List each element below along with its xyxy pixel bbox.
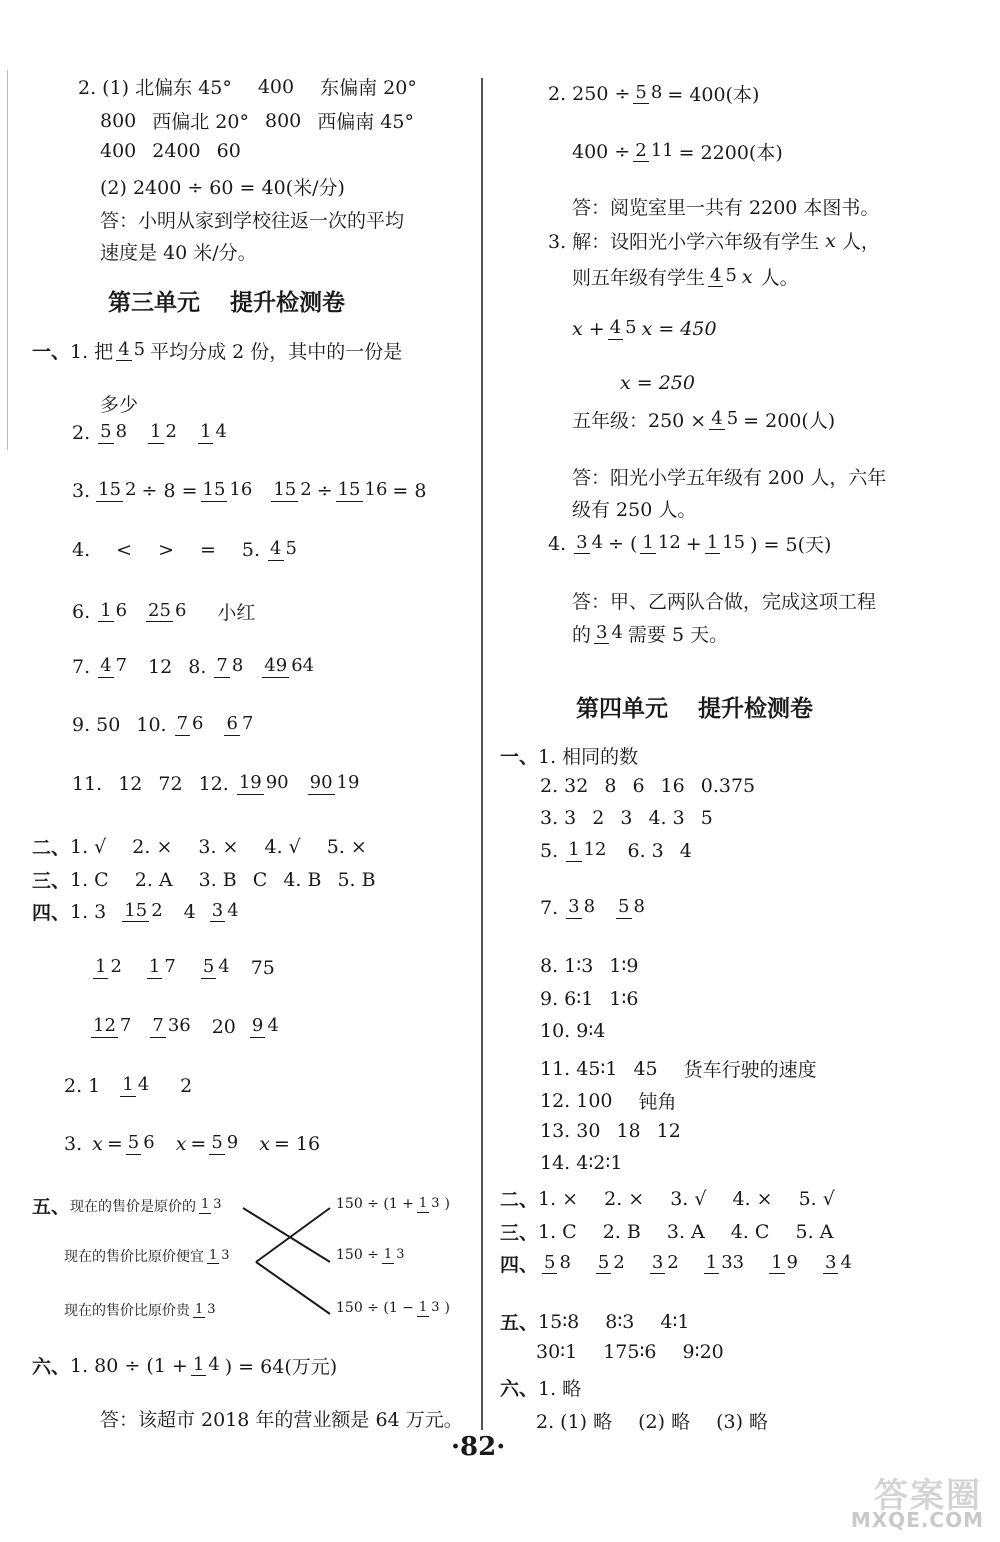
r-s1-q2: 2. 32 8 6 16 0.375 bbox=[540, 775, 756, 797]
s6-answer: 答：该超市 2018 年的营业额是 64 万元。 bbox=[100, 1409, 463, 1431]
s1-q11-q12: 11. 12 72 12. 19 90 90 19 bbox=[72, 772, 360, 795]
s1-q2: 2. 5 8 1 2 1 4 bbox=[72, 421, 227, 444]
numerator: 7 bbox=[152, 1015, 164, 1037]
r-s1-q13: 13. 30 18 12 bbox=[540, 1120, 681, 1142]
denominator: 9 bbox=[226, 1132, 239, 1154]
r-q3-answer: 答：阳光小学五年级有 200 人，六年 bbox=[572, 467, 887, 489]
watermark-logo: 答案圈 bbox=[874, 1476, 982, 1516]
denominator: 3 bbox=[396, 1247, 405, 1262]
numerator: 4 bbox=[609, 317, 622, 339]
numerator: 19 bbox=[238, 772, 262, 794]
fraction bbox=[704, 1253, 746, 1275]
denominator: 2 bbox=[151, 899, 163, 921]
numerator: 1 bbox=[418, 1300, 428, 1315]
r-s1-q1: 一、 1. 相同的数 bbox=[500, 746, 639, 768]
numerator: 5 bbox=[544, 1251, 556, 1273]
denominator: 7 bbox=[241, 713, 254, 735]
r-q2-answer: 答：阅览室里一共有 2200 本图书。 bbox=[572, 197, 880, 219]
r-s5-row2: 30∶1 175∶6 9∶20 bbox=[536, 1341, 724, 1363]
denominator: 16 bbox=[229, 479, 253, 501]
fraction bbox=[608, 318, 639, 340]
left-q2-answer-cont: 速度是 40 米/分。 bbox=[100, 242, 257, 264]
r-s1-q9: 9. 6∶1 1∶6 bbox=[540, 988, 639, 1010]
fraction bbox=[705, 533, 747, 555]
denominator: 90 bbox=[265, 772, 289, 794]
denominator: 8 bbox=[231, 655, 244, 677]
r-q3-answer-cont: 级有 250 人。 bbox=[572, 499, 697, 521]
r-q3-line2: 则五年级有学生 4 5 x 人。 bbox=[572, 264, 799, 289]
fraction bbox=[708, 266, 739, 288]
numerator: 5 bbox=[127, 1132, 140, 1154]
denominator: 7 bbox=[164, 956, 176, 978]
denominator: 4 bbox=[215, 421, 227, 443]
numerator: 1 bbox=[771, 1251, 783, 1273]
r-q2-line2: 400 ÷ 2 11 = 2200(本) bbox=[572, 139, 783, 164]
numerator: 3 bbox=[568, 896, 580, 918]
numerator: 1 bbox=[642, 531, 654, 553]
fraction bbox=[650, 1253, 681, 1275]
denominator: 6 bbox=[192, 713, 204, 735]
denominator: 8 bbox=[633, 896, 645, 918]
r-s1-q12: 12. 100 钝角 bbox=[540, 1089, 677, 1113]
s5-left-3: 现在的售价比原价贵 1 3 bbox=[64, 1301, 216, 1319]
r-q2-line1: 2. 250 ÷ 5 8 = 400(本) bbox=[548, 81, 760, 106]
unit4-title: 第四单元 提升检测卷 bbox=[576, 696, 813, 722]
numerator: 1 bbox=[705, 1251, 718, 1273]
page-number: ·82· bbox=[451, 1432, 506, 1462]
denominator: 12 bbox=[583, 839, 607, 861]
fraction bbox=[633, 83, 664, 105]
left-q2-line3: 400 2400 60 bbox=[100, 140, 241, 162]
denominator: 5 bbox=[726, 407, 739, 429]
denominator: 16 bbox=[364, 479, 388, 501]
numerator: 1 bbox=[192, 1353, 205, 1375]
left-q2-line2: 800 西偏北 20° 800 西偏南 45° bbox=[100, 109, 414, 133]
numerator: 5 bbox=[211, 1132, 223, 1154]
denominator: 4 bbox=[611, 621, 623, 643]
numerator: 4 bbox=[118, 338, 130, 360]
r-s6-q1: 六、 1. 略 bbox=[500, 1378, 582, 1400]
fraction bbox=[594, 623, 625, 645]
numerator: 25 bbox=[148, 599, 171, 621]
fraction bbox=[574, 533, 605, 555]
left-q2-answer: 答：小明从家到学校往返一次的平均 bbox=[100, 210, 405, 232]
numerator: 1 bbox=[100, 599, 112, 621]
denominator: 4 bbox=[208, 1353, 220, 1375]
s1-q1: 一、 1. 把 4 5 平均分成 2 份，其中的一份是 bbox=[32, 338, 403, 363]
watermark-site: MXQE.COM bbox=[850, 1508, 984, 1532]
numerator: 5 bbox=[635, 81, 647, 103]
denominator: 8 bbox=[650, 81, 663, 103]
r-q3-eq1: x + 4 5 x = 450 bbox=[572, 317, 717, 340]
denominator: 7 bbox=[119, 1015, 132, 1037]
denominator: 2 bbox=[110, 956, 122, 978]
left-q2-line1: 2. (1) 北偏东 45° 400 东偏南 20° bbox=[78, 75, 417, 99]
unit3-title: 第三单元 提升检测卷 bbox=[108, 290, 345, 316]
denominator: 4 bbox=[840, 1251, 852, 1273]
numerator: 4 bbox=[270, 538, 282, 560]
s1-q6: 6. 1 6 25 6 小红 bbox=[72, 599, 256, 624]
s1-q3: 3. 15 2 ÷ 8 = 15 16 15 2 ÷ 15 16 = 8 bbox=[72, 479, 427, 502]
numerator: 1 bbox=[383, 1247, 393, 1262]
numerator: 4 bbox=[710, 264, 722, 286]
r-s1-q3-q4: 3. 3 2 3 4. 3 5 bbox=[540, 807, 713, 829]
s4-row3: 12 7 7 36 20 9 4 bbox=[93, 1015, 279, 1038]
denominator: 5 bbox=[725, 264, 737, 286]
numerator: 1 bbox=[199, 421, 212, 443]
r-s2-truefalse: 二、 1. × 2. × 3. √ 4. × 5. √ bbox=[500, 1187, 835, 1211]
r-s1-q10: 10. 9∶4 bbox=[540, 1020, 606, 1042]
match-line-3 bbox=[256, 1262, 330, 1314]
denominator: 15 bbox=[722, 531, 746, 553]
numerator: 5 bbox=[202, 956, 215, 978]
numerator: 1 bbox=[195, 1301, 204, 1317]
s2-truefalse: 二、 1. √ 2. × 3. × 4. √ 5. × bbox=[32, 835, 367, 859]
denominator: 3 bbox=[431, 1196, 440, 1211]
s5-right-1: 150 ÷ (1 + 1 3 ) bbox=[336, 1196, 450, 1213]
s5-left-1: 五、 现在的售价是原价的 1 3 bbox=[32, 1196, 222, 1218]
denominator: 2 bbox=[667, 1251, 679, 1273]
s3-choices: 三、 1. C 2. A 3. B C 4. B 5. B bbox=[32, 868, 376, 892]
denominator: 5 bbox=[625, 317, 637, 339]
numerator: 5 bbox=[100, 421, 112, 443]
s6-q1: 六、 1. 80 ÷ (1 + 1 4 ) = 64(万元) bbox=[32, 1353, 338, 1378]
r-s5-row1: 五、 15∶8 8∶3 4∶1 bbox=[500, 1310, 690, 1334]
fraction bbox=[566, 897, 597, 919]
s5-right-3: 150 ÷ (1 − 1 3 ) bbox=[336, 1300, 450, 1317]
numerator: 1 bbox=[148, 956, 161, 978]
numerator: 49 bbox=[264, 655, 288, 677]
denominator: 33 bbox=[721, 1251, 745, 1273]
denominator: 8 bbox=[559, 1251, 571, 1273]
numerator: 1 bbox=[201, 1197, 210, 1213]
s4-row1: 四、 1. 3 15 2 4 3 4 bbox=[32, 899, 239, 924]
denominator: 5 bbox=[285, 538, 297, 560]
numerator: 1 bbox=[568, 839, 580, 861]
fraction bbox=[542, 1253, 573, 1275]
numerator: 3 bbox=[651, 1251, 664, 1273]
fraction bbox=[616, 897, 647, 919]
denominator: 4 bbox=[218, 956, 230, 978]
r-q3-line1: 3. 解：设阳光小学六年级有学生 x 人， bbox=[548, 229, 880, 253]
denominator: 3 bbox=[207, 1301, 216, 1317]
s4-q3: 3. x = 5 6 x = 5 9 x = 16 bbox=[64, 1132, 321, 1155]
denominator: 11 bbox=[650, 139, 674, 161]
s5-left-2: 现在的售价比原价便宜 1 3 bbox=[64, 1247, 230, 1265]
match-line-1 bbox=[243, 1208, 330, 1262]
denominator: 3 bbox=[213, 1197, 222, 1213]
numerator: 15 bbox=[124, 899, 148, 921]
denominator: 3 bbox=[431, 1300, 440, 1315]
left-q2-line4: (2) 2400 ÷ 60 = 40(米/分) bbox=[100, 177, 345, 199]
fraction bbox=[709, 409, 740, 431]
denominator: 2 bbox=[613, 1251, 625, 1273]
fraction bbox=[596, 1253, 627, 1275]
denominator: 4 bbox=[591, 531, 604, 553]
denominator: 7 bbox=[115, 655, 128, 677]
s1-q4-q5: 4. < > = 5. 4 5 bbox=[72, 538, 297, 561]
denominator: 12 bbox=[657, 531, 681, 553]
numerator: 1 bbox=[122, 1074, 134, 1096]
numerator: 7 bbox=[176, 713, 189, 735]
numerator: 9 bbox=[251, 1015, 264, 1037]
numerator: 3 bbox=[211, 899, 224, 921]
r-q4-answer: 答：甲、乙两队合做，完成这项工程 bbox=[572, 591, 877, 613]
fraction bbox=[769, 1253, 800, 1275]
denominator: 64 bbox=[291, 655, 315, 677]
numerator: 1 bbox=[150, 421, 162, 443]
numerator: 15 bbox=[202, 479, 226, 501]
denominator: 6 bbox=[115, 599, 128, 621]
s5-right-2: 150 ÷ 1 3 bbox=[336, 1247, 405, 1264]
r-q3-eq3: 五年级：250 × 4 5 = 200(人) bbox=[572, 407, 836, 432]
numerator: 1 bbox=[95, 956, 107, 978]
denominator: 5 bbox=[133, 338, 146, 360]
numerator: 90 bbox=[309, 772, 333, 794]
numerator: 15 bbox=[337, 479, 361, 501]
r-s1-q7: 7. 3 8 5 8 bbox=[540, 896, 645, 919]
denominator: 2 bbox=[125, 479, 137, 501]
fraction bbox=[191, 1355, 222, 1377]
numerator: 6 bbox=[226, 713, 238, 735]
denominator: 2 bbox=[165, 421, 177, 443]
numerator: 3 bbox=[596, 621, 608, 643]
numerator: 2 bbox=[635, 139, 647, 161]
numerator: 1 bbox=[209, 1247, 218, 1263]
s4-q2: 2. 1 1 4 2 bbox=[64, 1074, 193, 1097]
numerator: 1 bbox=[418, 1196, 428, 1211]
r-s1-q5-q6: 5. 1 12 6. 3 4 bbox=[540, 839, 692, 862]
numerator: 5 bbox=[597, 1251, 610, 1273]
denominator: 4 bbox=[137, 1074, 150, 1096]
denominator: 8 bbox=[115, 421, 128, 443]
s1-q7-q8: 7. 4 7 12 8. 7 8 49 64 bbox=[72, 655, 315, 678]
numerator: 5 bbox=[618, 896, 630, 918]
numerator: 4 bbox=[100, 655, 112, 677]
r-q4: 4. 3 4 ÷ ( 1 12 + 1 15 ) = 5(天) bbox=[548, 531, 832, 556]
denominator: 36 bbox=[167, 1015, 191, 1037]
r-s1-q8: 8. 1∶3 1∶9 bbox=[540, 955, 639, 977]
watermark bbox=[818, 1468, 988, 1534]
fraction bbox=[566, 840, 608, 862]
numerator: 1 bbox=[706, 531, 719, 553]
r-q4-answer-cont: 的 3 4 需要 5 天。 bbox=[572, 621, 729, 646]
denominator: 8 bbox=[583, 896, 596, 918]
numerator: 7 bbox=[216, 655, 228, 677]
numerator: 4 bbox=[711, 407, 723, 429]
r-s6-q2: 2. (1) 略 (2) 略 (3) 略 bbox=[536, 1411, 769, 1433]
r-s4-fractions: 四、 5 8 5 2 3 2 1 33 1 9 3 4 bbox=[500, 1251, 852, 1276]
numerator: 3 bbox=[576, 531, 588, 553]
numerator: 3 bbox=[825, 1251, 837, 1273]
numerator: 12 bbox=[93, 1015, 116, 1037]
denominator: 3 bbox=[221, 1247, 230, 1263]
denominator: 19 bbox=[336, 772, 360, 794]
s4-row2: 1 2 1 7 5 4 75 bbox=[95, 956, 275, 979]
r-q3-eq2: x = 250 bbox=[620, 372, 695, 394]
fraction bbox=[633, 141, 675, 163]
fraction bbox=[823, 1253, 854, 1275]
s1-q1-cont: 多少 bbox=[100, 394, 139, 416]
denominator: 6 bbox=[143, 1132, 155, 1154]
denominator: 6 bbox=[174, 599, 187, 621]
numerator: 15 bbox=[273, 479, 297, 501]
r-s1-q11: 11. 45∶1 45 货车行驶的速度 bbox=[540, 1057, 817, 1081]
s1-q9-q10: 9. 50 10. 7 6 6 7 bbox=[72, 713, 254, 736]
denominator: 4 bbox=[227, 899, 239, 921]
fraction bbox=[640, 533, 682, 555]
r-s3-choices: 三、 1. C 2. B 3. A 4. C 5. A bbox=[500, 1220, 834, 1244]
r-s1-q14: 14. 4∶2∶1 bbox=[540, 1152, 623, 1174]
numerator: 15 bbox=[98, 479, 122, 501]
denominator: 9 bbox=[786, 1251, 798, 1273]
denominator: 2 bbox=[300, 479, 312, 501]
denominator: 4 bbox=[267, 1015, 279, 1037]
